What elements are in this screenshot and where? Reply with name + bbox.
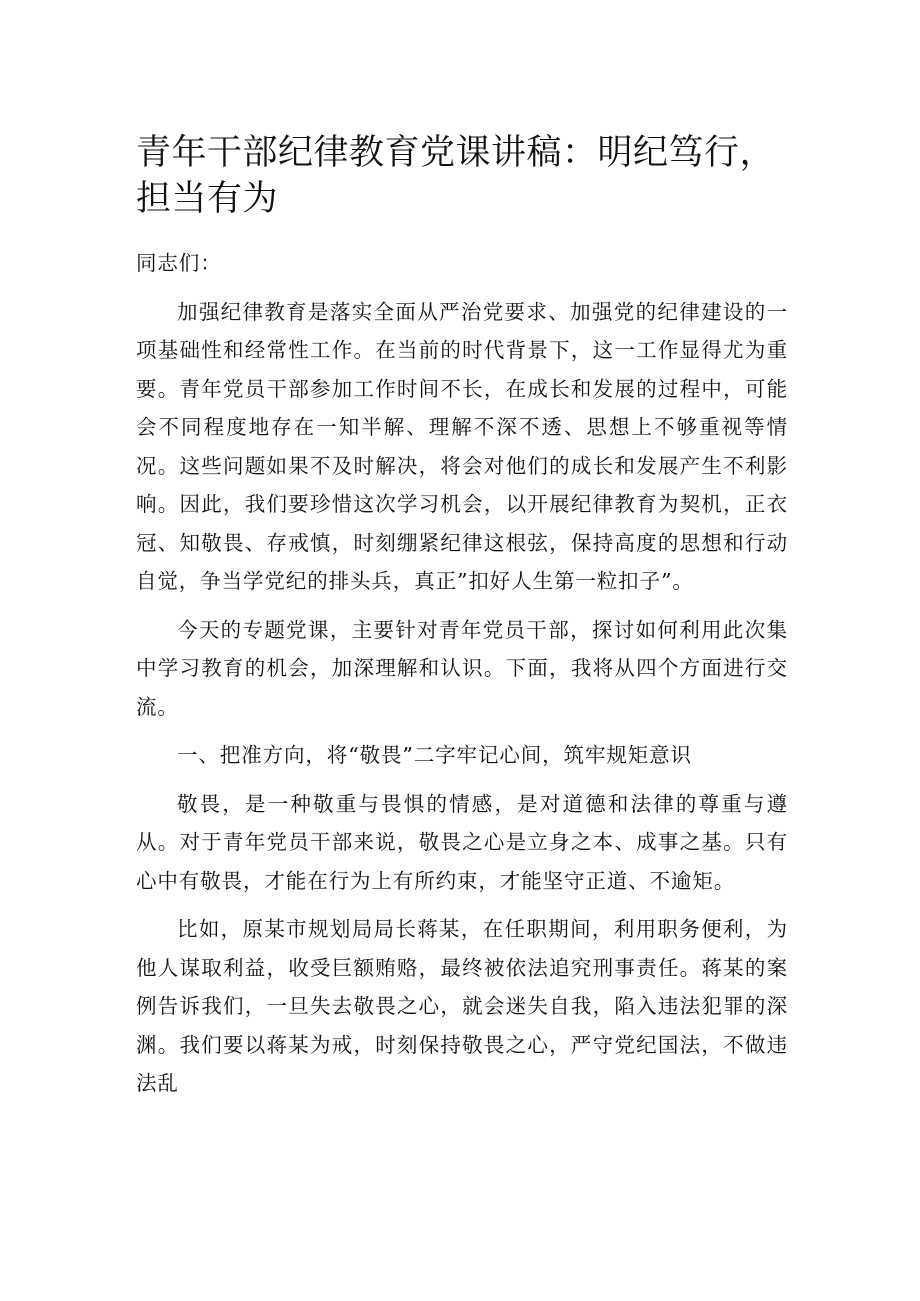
document-title: 青年干部纪律教育党课讲稿：明纪笃行，担当有为 [136, 133, 776, 219]
paragraph-overview: 今天的专题党课，主要针对青年党员干部，探讨如何利用此次集中学习教育的机会，加深理解和认识。下面，我将从四个方面进行交流。 [136, 617, 788, 719]
paragraph-intro: 加强纪律教育是落实全面从严治党要求、加强党的纪律建设的一项基础性和经常性工作。在当前的时代背景下，这一工作显得尤为重要。青年党员干部参加工作时间不长，在成长和发展的过程中，可能会不同程度地存在一知半解、理解不深不透、思想上不够重视等情况。这些问题如果不及时解决，将会对他们的成长和发展产生不利影响。因此，我们要珍惜这次学习机会，以开展纪律教育为契机，正衣冠、知敬畏、存戒慎，时刻绷紧纪律这根弦，保持高度的思想和行动自觉，争当学党纪的排头兵，真正”扣好人生第一粒扣子”。 [136, 299, 788, 593]
paragraph-case-example: 比如，原某市规划局局长蒋某，在任职期间，利用职务便利，为他人谋取利益，收受巨额贿赂，最终被依法追究刑事责任。蒋某的案例告诉我们，一旦失去敬畏之心，就会迷失自我，陷入违法犯罪的深渊。我们要以蒋某为戒，时刻保持敬畏之心，严守党纪国法，不做违法乱 [136, 917, 788, 1095]
salutation: 同志们： [136, 251, 222, 275]
document-body [136, 244, 788, 1113]
section-heading-1: 一、把准方向，将“敬畏”二字牢记心间，筑牢规矩意识 [177, 743, 692, 767]
paragraph-reverence: 敬畏，是一种敬重与畏惧的情感，是对道德和法律的尊重与遵从。对于青年党员干部来说，敬畏之心是立身之本、成事之基。只有心中有敬畏，才能在行为上有所约束，才能坚守正道、不逾矩。 [136, 791, 788, 893]
